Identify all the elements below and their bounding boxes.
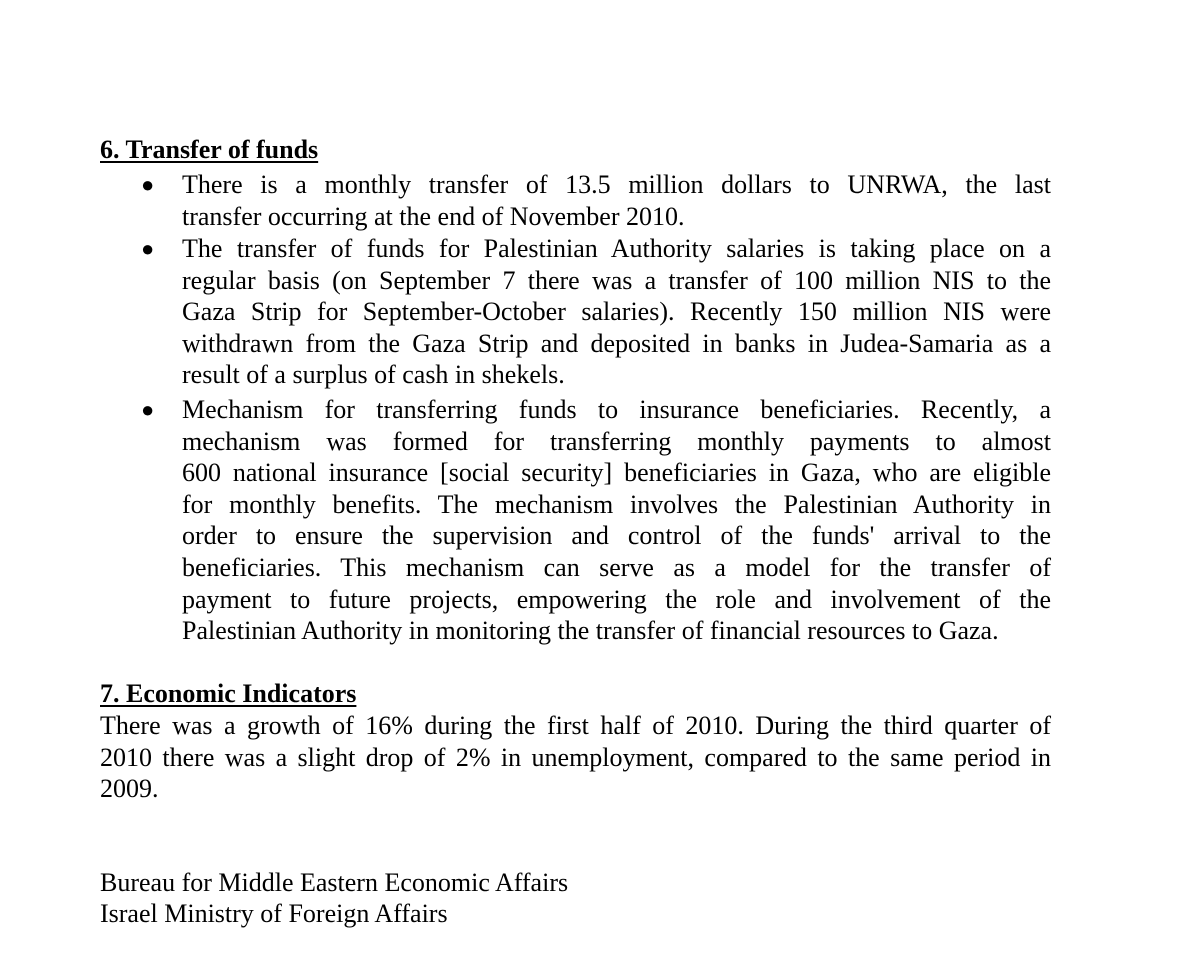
- bullet-item: [182, 233, 1051, 391]
- bullet-text-line: Palestinian Authority in monitoring the transfer of financial resources to Gaza.: [182, 616, 999, 646]
- bullet-icon: ●: [141, 236, 155, 261]
- footer-ministry: Israel Ministry of Foreign Affairs: [100, 899, 448, 928]
- bullet-text-line: The transfer of funds for Palestinian Authority salaries is taking place on a: [182, 234, 1051, 263]
- paragraph-line: 2010 there was a slight drop of 2% in unemployment, compared to the same period in: [100, 742, 1051, 772]
- section-7-heading: 7. Economic Indicators: [100, 679, 357, 708]
- bullet-icon: ●: [141, 397, 155, 422]
- bullet-text-line: order to ensure the supervision and control of the funds' arrival to the: [182, 521, 1051, 551]
- bullet-text-line: result of a surplus of cash in shekels.: [182, 360, 565, 390]
- bullet-text-line: beneficiaries. This mechanism can serve as a model for the transfer of: [182, 552, 1051, 582]
- bullet-text-line: payment to future projects, empowering the role and involvement of the: [182, 584, 1051, 614]
- bullet-item: [182, 169, 1051, 232]
- bullet-text-line: mechanism was formed for transferring monthly payments to almost: [182, 426, 1051, 456]
- bullet-text-line: 600 national insurance [social security] beneficiaries in Gaza, who are eligible: [182, 458, 1051, 488]
- footer-bureau: Bureau for Middle Eastern Economic Affairs: [100, 868, 569, 897]
- section-6-heading: 6. Transfer of funds: [100, 135, 319, 164]
- paragraph-line: There was a growth of 16% during the first half of 2010. During the third quarter of: [100, 711, 1051, 740]
- bullet-text-line: Mechanism for transferring funds to insurance beneficiaries. Recently, a: [182, 395, 1051, 424]
- bullet-text-line: Gaza Strip for September-October salaries). Recently 150 million NIS were: [182, 297, 1051, 327]
- bullet-icon: ●: [141, 172, 155, 197]
- bullet-item: [182, 394, 1051, 647]
- bullet-text-line: regular basis (on September 7 there was a transfer of 100 million NIS to the: [182, 265, 1051, 295]
- paragraph-line: 2009.: [100, 774, 159, 804]
- section-7-paragraph: [100, 710, 1051, 805]
- bullet-text-line: transfer occurring at the end of November 2010.: [182, 201, 685, 231]
- bullet-text-line: withdrawn from the Gaza Strip and deposited in banks in Judea-Samaria as a: [182, 328, 1051, 358]
- bullet-text-line: There is a monthly transfer of 13.5 million dollars to UNRWA, the last: [182, 170, 1051, 199]
- bullet-text-line: for monthly benefits. The mechanism involves the Palestinian Authority in: [182, 489, 1051, 519]
